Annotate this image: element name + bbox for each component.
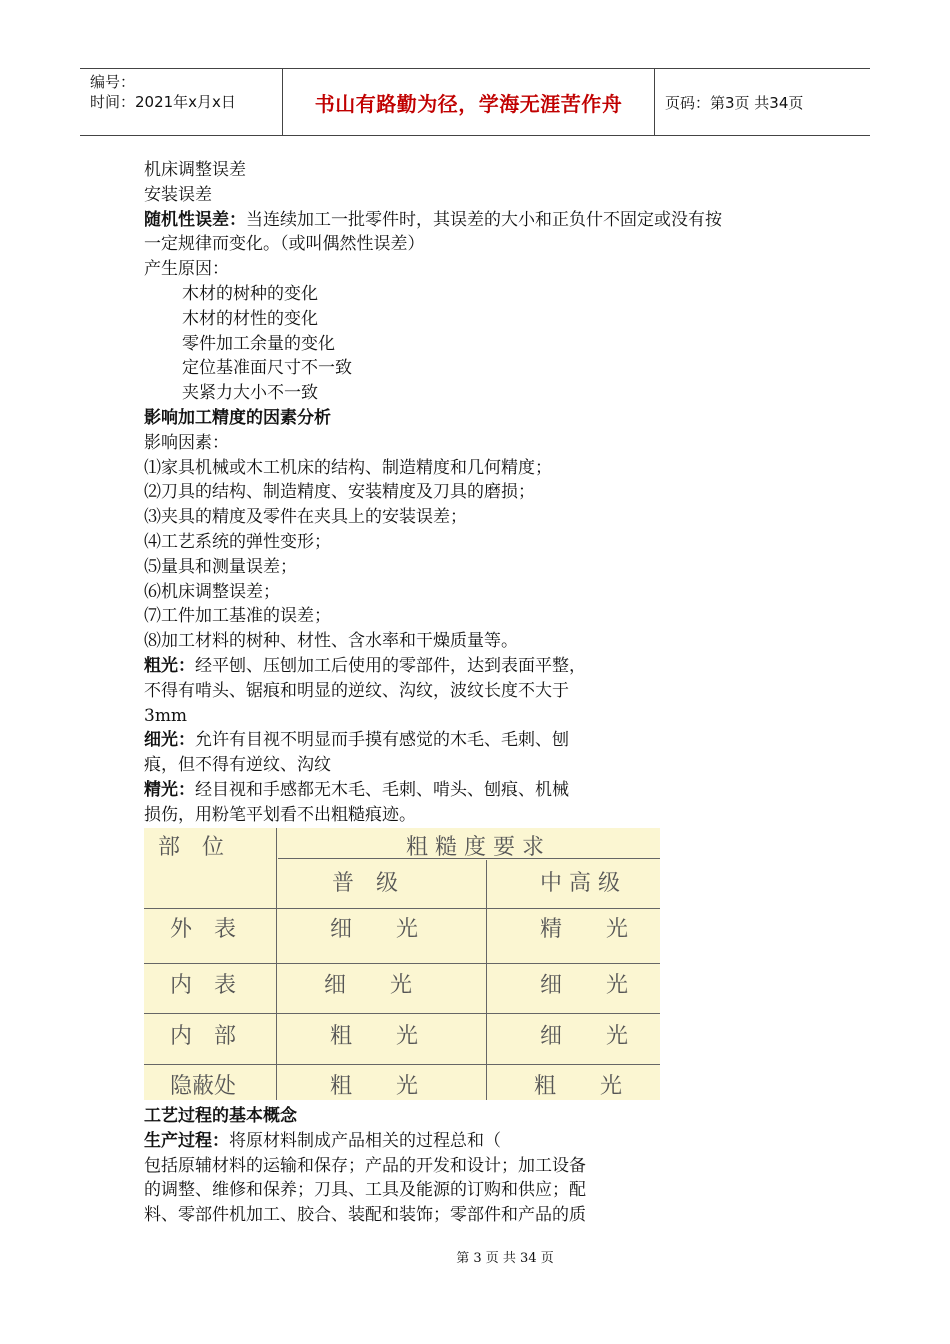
term-label: 精光：	[144, 779, 195, 800]
table-cell-part: 外 表	[170, 917, 237, 942]
table-divider	[276, 908, 277, 1100]
table-cell-normal: 粗 光	[330, 1024, 419, 1049]
line-text: 不得有啃头、锯痕和明显的逆纹、沟纹，波纹长度不大于	[144, 680, 569, 701]
text-line	[144, 307, 824, 332]
text-line	[144, 183, 824, 208]
term-label: 生产过程：	[144, 1130, 229, 1151]
text-line	[144, 406, 824, 431]
line-text: 机床调整误差	[144, 160, 246, 180]
line-text: 夹紧力大小不一致	[182, 383, 318, 404]
term-label: 工艺过程的基本概念	[144, 1106, 297, 1126]
line-text: ⑶夹具的精度及零件在夹具上的安装误差；	[144, 507, 467, 528]
text-line	[144, 580, 824, 605]
text-line	[144, 778, 824, 803]
table-divider	[144, 1013, 660, 1014]
text-line	[144, 1129, 824, 1154]
line-text: 允许有目视不明显而手摸有感觉的木毛、毛刺、刨	[195, 730, 569, 751]
header-motto: 书山有路勤为径，学海无涯苦作舟	[283, 69, 655, 135]
page-footer: 第 3 页 共 34 页	[456, 1251, 554, 1266]
table-cell-part: 隐蔽处	[170, 1074, 237, 1099]
text-line	[144, 480, 824, 505]
table-cell-normal: 细 光	[324, 973, 413, 998]
line-text: ⑵刀具的结构、制造精度、安装精度及刀具的磨损；	[144, 482, 535, 503]
table-divider	[276, 828, 277, 908]
line-text: 木材的材性的变化	[182, 308, 318, 329]
table-header-normal: 普 级	[332, 871, 399, 896]
table-cell-normal: 粗 光	[330, 1074, 419, 1099]
text-line	[144, 629, 824, 654]
text-line	[144, 555, 824, 580]
line-text: ⑻加工材料的树种、材性、含水率和干燥质量等。	[144, 631, 518, 652]
text-line	[144, 431, 824, 456]
line-text: 痕，但不得有逆纹、沟纹	[144, 755, 331, 776]
text-line	[144, 1154, 824, 1179]
line-text: 零件加工余量的变化	[182, 333, 335, 354]
term-label: 随机性误差：	[144, 209, 246, 230]
date-label: 时间：2021年x月x日	[90, 93, 236, 111]
term-label: 影响加工精度的因素分析	[144, 407, 331, 428]
text-line	[144, 654, 824, 679]
line-text: 损伤，用粉笔平划看不出粗糙痕迹。	[144, 804, 416, 825]
body-text-continued	[144, 1104, 824, 1228]
text-line	[144, 753, 824, 778]
table-cell-mid-high: 粗 光	[534, 1074, 623, 1099]
line-text: 的调整、维修和保养；刀具、工具及能源的订购和供应；配	[144, 1180, 586, 1201]
line-text: ⑺工件加工基准的误差；	[144, 606, 331, 627]
text-line	[144, 1178, 824, 1203]
text-line	[144, 530, 824, 555]
text-line	[144, 356, 824, 381]
line-text: 一定规律而变化。（或叫偶然性误差）	[144, 234, 425, 255]
line-text: ⑹机床调整误差；	[144, 581, 280, 602]
serial-label: 编号：	[90, 73, 136, 91]
text-line	[144, 232, 824, 257]
text-line	[144, 456, 824, 481]
line-text: 安装误差	[144, 184, 212, 205]
page-header	[80, 68, 870, 136]
text-line	[144, 704, 824, 729]
line-text: 影响因素：	[144, 432, 229, 453]
table-cell-mid-high: 精 光	[540, 917, 629, 942]
table-divider	[144, 963, 660, 964]
table-divider	[144, 908, 660, 909]
roughness-table	[144, 828, 660, 1100]
term-label: 粗光：	[144, 655, 195, 676]
table-cell-part: 内 表	[170, 973, 237, 998]
line-text: 产生原因：	[144, 259, 229, 280]
line-text: ⑷工艺系统的弹性变形；	[144, 531, 331, 552]
line-text: 定位基准面尺寸不一致	[182, 358, 352, 379]
text-line	[144, 282, 824, 307]
line-text: 将原材料制成产品相关的过程总和（	[229, 1130, 501, 1151]
line-text: 木材的树种的变化	[182, 283, 318, 304]
text-line	[144, 803, 824, 828]
table-cell-part: 内 部	[170, 1024, 237, 1049]
line-text: 包括原辅材料的运输和保存；产品的开发和设计；加工设备	[144, 1155, 586, 1176]
text-line	[144, 158, 824, 183]
text-line	[144, 1104, 824, 1129]
header-page-info: 页码：第3页 共34页	[665, 93, 804, 112]
header-meta	[80, 69, 283, 135]
text-line	[144, 208, 824, 233]
table-cell-normal: 细 光	[330, 917, 419, 942]
text-line	[144, 728, 824, 753]
text-line	[144, 679, 824, 704]
text-line	[144, 381, 824, 406]
body-text	[144, 158, 824, 828]
text-line	[144, 1203, 824, 1228]
text-line	[144, 604, 824, 629]
line-text: 3mm	[144, 705, 188, 726]
table-cell-mid-high: 细 光	[540, 973, 629, 998]
text-line	[144, 257, 824, 282]
term-label: 细光：	[144, 730, 195, 751]
table-header-mid-high: 中 高 级	[540, 871, 620, 896]
line-text: 当连续加工一批零件时，其误差的大小和正负什不固定或没有按	[246, 209, 722, 230]
line-text: 经目视和手感都无木毛、毛刺、啃头、刨痕、机械	[195, 779, 569, 800]
line-text: 料、零部件机加工、胶合、装配和装饰；零部件和产品的质	[144, 1205, 586, 1226]
table-cell-mid-high: 细 光	[540, 1024, 629, 1049]
table-header-part: 部 位	[158, 835, 225, 860]
line-text: ⑴家具机械或木工机床的结构、制造精度和几何精度；	[144, 457, 552, 478]
text-line	[144, 505, 824, 530]
line-text: ⑸量具和测量误差；	[144, 556, 297, 577]
line-text: 经平刨、压刨加工后使用的零部件，达到表面平整，	[195, 655, 586, 676]
table-divider	[144, 1064, 660, 1065]
text-line	[144, 332, 824, 357]
table-header-requirement: 粗 糙 度 要 求	[406, 835, 544, 860]
